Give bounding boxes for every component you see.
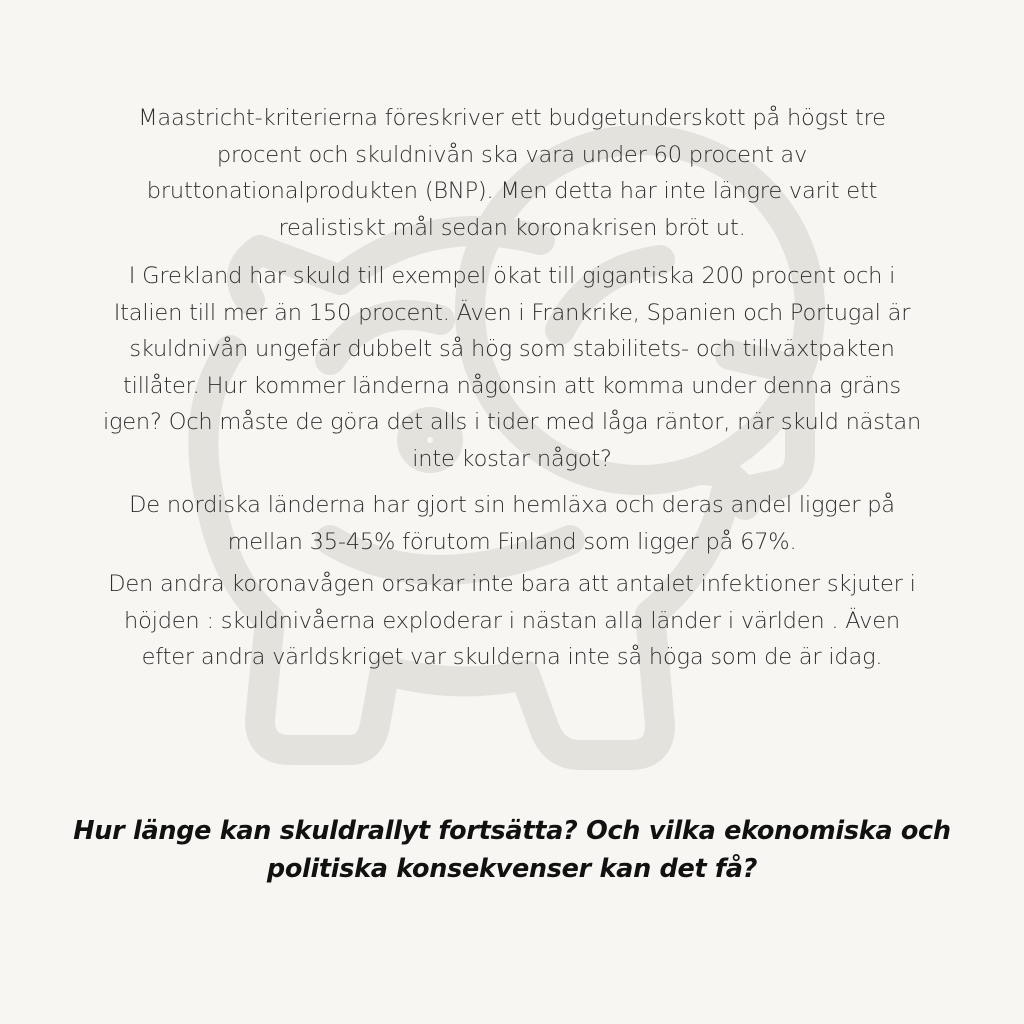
paragraph-nordic: De nordiska länderna har gjort sin hemläxa och deras andel ligger på mellan 35-45% förutom Finland som ligger på 67%. bbox=[129, 492, 895, 555]
paragraph-maastricht: Maastricht-kriterierna föreskriver ett budgetunderskott på högst tre procent och skuldnivån ska vara under 60 procent av bruttonationalprodukten (BNP). Men detta har inte längre varit ett realistiskt mål sedan koronakrisen bröt ut. bbox=[138, 105, 886, 241]
closing-question: Hur länge kan skuldrallyt fortsätta? Och vilka ekonomiska och politiska konsekvenser kan det få? bbox=[73, 816, 951, 884]
paragraph-greece-italy: I Grekland har skuld till exempel ökat till gigantiska 200 procent och i Italien till mer än 150 procent. Även i Frankrike, Spanien och Portugal är skuldnivån ungefär dubbelt så hög som stabilitets- och tillväxtpakten tillåter. Hur kommer länderna någonsin att komma under denna gräns igen? Och måste de göra det alls i tider med låga räntor, när skuld nästan inte kostar något? bbox=[102, 263, 922, 472]
paragraph-second-wave: Den andra koronavågen orsakar inte bara att antalet infektioner skjuter i höjden : skuldnivåerna exploderar i nästan alla länder i världen . Även efter andra världskriget var skulderna inte så höga som de är idag. bbox=[108, 571, 916, 670]
article-body bbox=[100, 100, 924, 676]
